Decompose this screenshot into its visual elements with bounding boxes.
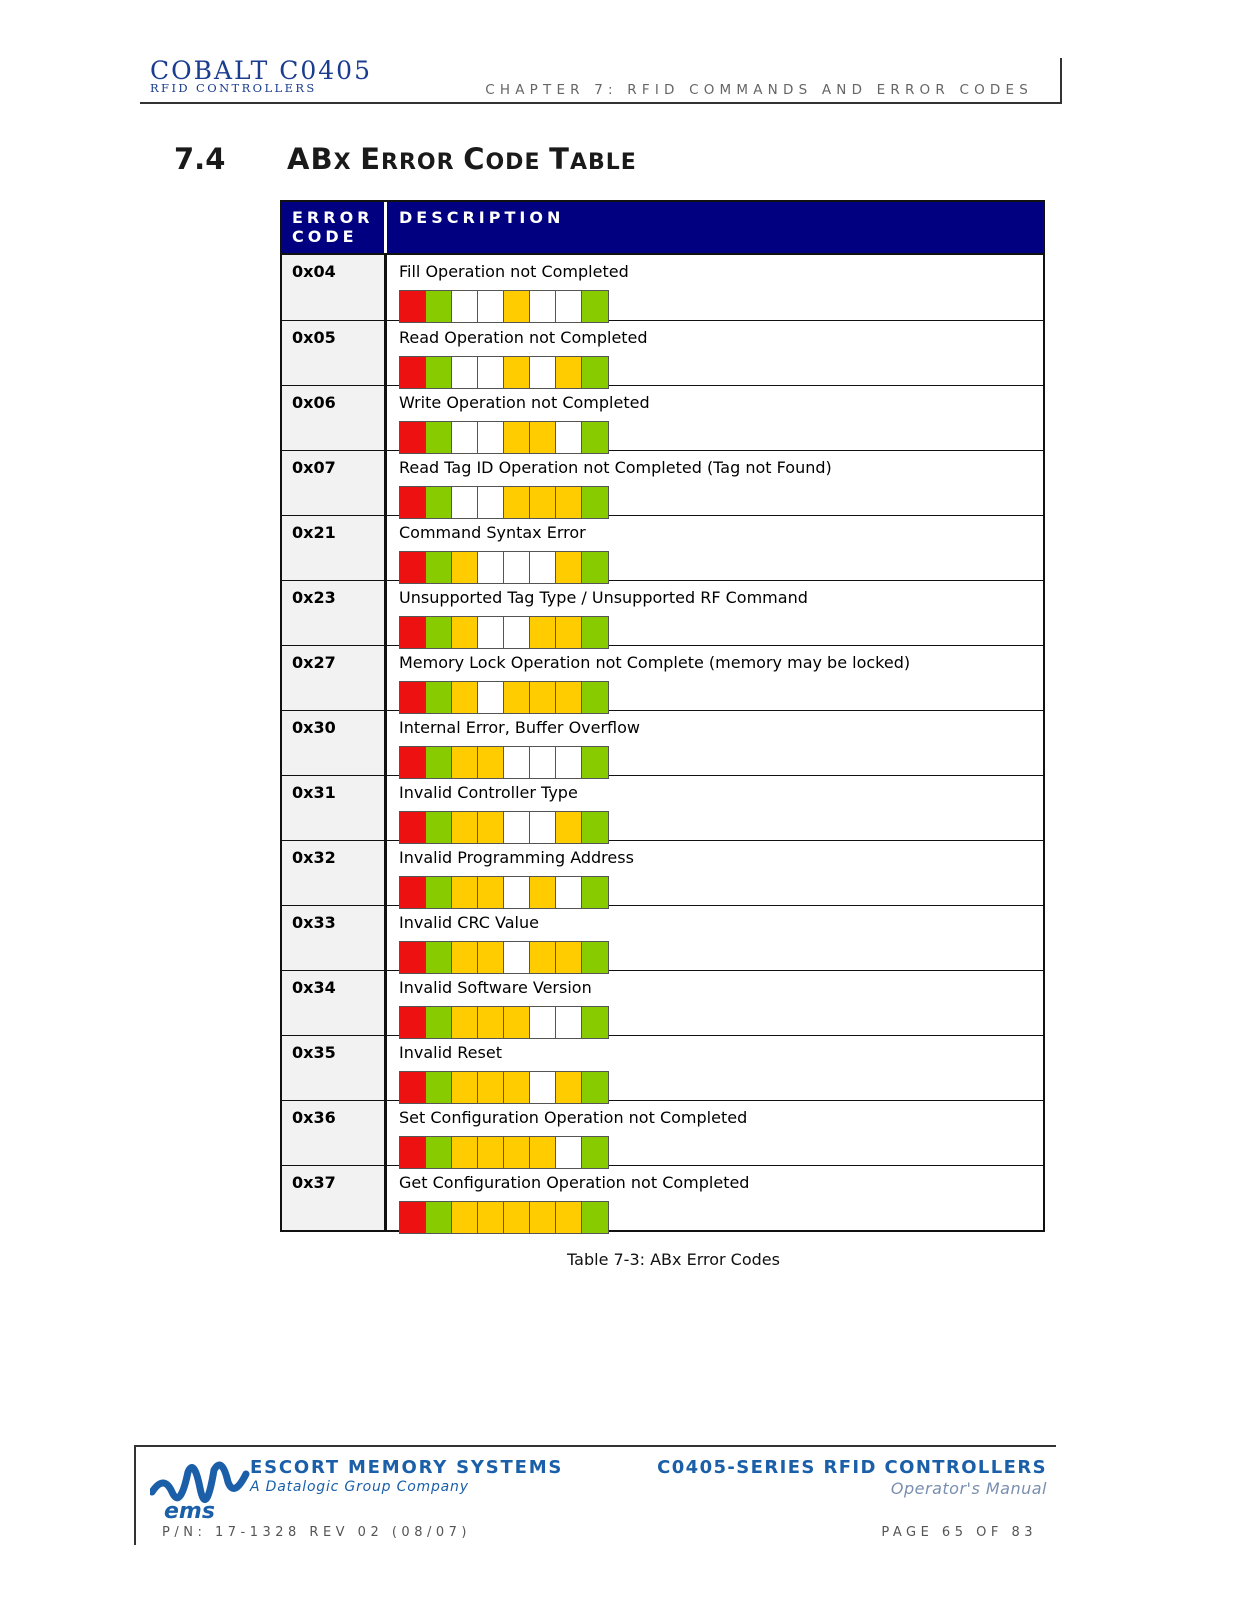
chapter-title: CHAPTER 7: RFID COMMANDS AND ERROR CODES (485, 82, 1033, 98)
led-pattern (399, 941, 609, 974)
led-indicator (556, 747, 582, 778)
led-indicator (530, 552, 556, 583)
led-pattern (399, 811, 609, 844)
led-indicator (452, 552, 478, 583)
led-indicator (504, 877, 530, 908)
led-indicator (452, 877, 478, 908)
led-indicator (426, 1072, 452, 1103)
led-pattern (399, 616, 609, 649)
error-code-cell: 0x04 (282, 255, 387, 320)
description-text: Invalid Software Version (399, 978, 592, 997)
led-indicator (478, 1072, 504, 1103)
led-indicator (478, 617, 504, 648)
table-caption: Table 7-3: ABx Error Codes (567, 1250, 780, 1269)
title-part: C (463, 142, 486, 176)
title-part: RROR (381, 150, 464, 175)
description-text: Set Configuration Operation not Completed (399, 1108, 748, 1127)
description-cell (387, 516, 1043, 580)
led-indicator (530, 1202, 556, 1233)
led-indicator (478, 1007, 504, 1038)
ems-logo (150, 1452, 250, 1522)
led-indicator (582, 942, 608, 973)
led-indicator (504, 487, 530, 518)
description-text: Unsupported Tag Type / Unsupported RF Command (399, 588, 808, 607)
led-indicator (400, 942, 426, 973)
table-row (282, 775, 1043, 840)
table-row (282, 385, 1043, 450)
led-indicator (426, 422, 452, 453)
led-indicator (530, 422, 556, 453)
led-indicator (400, 812, 426, 843)
table-header (282, 202, 1043, 255)
table-row (282, 1035, 1043, 1100)
led-indicator (530, 942, 556, 973)
led-indicator (530, 747, 556, 778)
title-part: X (333, 150, 361, 175)
header-rule (140, 102, 1062, 104)
led-indicator (478, 812, 504, 843)
led-indicator (452, 1007, 478, 1038)
footer-vertical-rule (134, 1445, 136, 1545)
error-code-cell: 0x07 (282, 451, 387, 515)
led-indicator (556, 422, 582, 453)
led-indicator (400, 1007, 426, 1038)
led-indicator (582, 1072, 608, 1103)
led-indicator (504, 1202, 530, 1233)
led-pattern (399, 1071, 609, 1104)
led-indicator (426, 617, 452, 648)
title-part: ODE (485, 150, 550, 175)
title-part: T (549, 142, 570, 176)
table-row (282, 710, 1043, 775)
led-indicator (452, 682, 478, 713)
led-indicator (426, 357, 452, 388)
led-indicator (426, 1202, 452, 1233)
led-indicator (530, 682, 556, 713)
led-indicator (478, 877, 504, 908)
led-indicator (504, 617, 530, 648)
led-indicator (556, 552, 582, 583)
led-indicator (556, 877, 582, 908)
led-indicator (530, 617, 556, 648)
led-indicator (530, 291, 556, 322)
description-cell (387, 646, 1043, 710)
led-indicator (504, 552, 530, 583)
led-indicator (582, 877, 608, 908)
led-indicator (530, 1072, 556, 1103)
led-indicator (582, 422, 608, 453)
led-indicator (556, 1072, 582, 1103)
footer-page-number: PAGE 65 OF 83 (881, 1525, 1037, 1540)
description-text: Internal Error, Buffer Overflow (399, 718, 641, 737)
led-indicator (478, 422, 504, 453)
led-pattern (399, 486, 609, 519)
description-text: Invalid Reset (399, 1043, 502, 1062)
header-vertical-rule (1060, 58, 1062, 104)
led-indicator (400, 617, 426, 648)
led-pattern (399, 1006, 609, 1039)
table-row (282, 840, 1043, 905)
led-indicator (452, 291, 478, 322)
error-code-cell: 0x23 (282, 581, 387, 645)
led-indicator (426, 1137, 452, 1168)
footer-rule (136, 1445, 1056, 1447)
description-cell (387, 451, 1043, 515)
led-indicator (426, 877, 452, 908)
led-indicator (452, 942, 478, 973)
table-row (282, 905, 1043, 970)
description-text: Write Operation not Completed (399, 393, 650, 412)
table-row (282, 255, 1043, 320)
led-indicator (504, 422, 530, 453)
led-pattern (399, 746, 609, 779)
table-row (282, 320, 1043, 385)
footer-company: ESCORT MEMORY SYSTEMS (250, 1457, 564, 1478)
error-code-table (280, 200, 1045, 1232)
table-row (282, 515, 1043, 580)
led-indicator (400, 1202, 426, 1233)
led-indicator (504, 1007, 530, 1038)
led-indicator (452, 747, 478, 778)
led-indicator (556, 1007, 582, 1038)
description-cell (387, 1036, 1043, 1100)
table-row (282, 1165, 1043, 1230)
led-indicator (452, 422, 478, 453)
led-indicator (452, 812, 478, 843)
led-pattern (399, 421, 609, 454)
led-indicator (556, 812, 582, 843)
led-indicator (582, 1137, 608, 1168)
description-cell (387, 776, 1043, 840)
led-indicator (400, 291, 426, 322)
led-indicator (400, 682, 426, 713)
led-pattern (399, 551, 609, 584)
section-number: 7.4 (174, 142, 226, 176)
led-indicator (582, 1202, 608, 1233)
brand-subtitle: RFID CONTROLLERS (150, 81, 317, 95)
led-indicator (582, 1007, 608, 1038)
description-text: Get Configuration Operation not Completed (399, 1173, 750, 1192)
led-indicator (582, 357, 608, 388)
led-indicator (478, 291, 504, 322)
led-indicator (582, 552, 608, 583)
led-indicator (556, 357, 582, 388)
led-indicator (400, 1137, 426, 1168)
table-row (282, 580, 1043, 645)
description-cell (387, 971, 1043, 1035)
description-cell (387, 321, 1043, 385)
led-indicator (426, 291, 452, 322)
footer-tagline: A Datalogic Group Company (250, 1479, 469, 1495)
header-description: DESCRIPTION (399, 208, 565, 227)
description-cell (387, 581, 1043, 645)
led-indicator (400, 422, 426, 453)
error-code-cell: 0x06 (282, 386, 387, 450)
led-indicator (426, 942, 452, 973)
led-indicator (530, 357, 556, 388)
description-text: Command Syntax Error (399, 523, 586, 542)
led-indicator (478, 682, 504, 713)
led-indicator (530, 1137, 556, 1168)
title-part: ABLE (569, 150, 637, 175)
table-row (282, 645, 1043, 710)
footer-part-number: P/N: 17-1328 REV 02 (08/07) (162, 1525, 471, 1540)
led-indicator (478, 1137, 504, 1168)
led-indicator (400, 357, 426, 388)
section-title (287, 142, 637, 176)
led-indicator (556, 617, 582, 648)
led-indicator (530, 877, 556, 908)
led-indicator (504, 1137, 530, 1168)
description-cell (387, 255, 1043, 320)
description-cell (387, 906, 1043, 970)
brand-name: COBALT C0405 (150, 56, 372, 85)
description-cell (387, 1101, 1043, 1165)
led-indicator (478, 942, 504, 973)
led-indicator (400, 747, 426, 778)
led-indicator (582, 617, 608, 648)
led-indicator (582, 812, 608, 843)
led-indicator (504, 812, 530, 843)
led-indicator (556, 291, 582, 322)
led-indicator (504, 942, 530, 973)
led-indicator (504, 682, 530, 713)
table-row (282, 450, 1043, 515)
led-indicator (426, 812, 452, 843)
led-pattern (399, 290, 609, 323)
error-code-cell: 0x33 (282, 906, 387, 970)
led-pattern (399, 1201, 609, 1234)
error-code-cell: 0x05 (282, 321, 387, 385)
led-indicator (556, 682, 582, 713)
led-indicator (504, 291, 530, 322)
description-text: Read Tag ID Operation not Completed (Tag not Found) (399, 458, 832, 477)
error-code-cell: 0x35 (282, 1036, 387, 1100)
description-text: Read Operation not Completed (399, 328, 648, 347)
led-indicator (582, 487, 608, 518)
ems-logo-text: ems (164, 1499, 215, 1522)
description-text: Invalid Programming Address (399, 848, 634, 867)
led-indicator (400, 552, 426, 583)
led-indicator (530, 812, 556, 843)
description-text: Invalid Controller Type (399, 783, 578, 802)
led-indicator (426, 487, 452, 518)
table-body (282, 255, 1043, 1230)
footer-manual: Operator's Manual (890, 1479, 1047, 1498)
led-indicator (452, 617, 478, 648)
led-indicator (452, 1202, 478, 1233)
led-indicator (504, 357, 530, 388)
description-cell (387, 711, 1043, 775)
error-code-cell: 0x21 (282, 516, 387, 580)
description-cell (387, 386, 1043, 450)
led-indicator (504, 1072, 530, 1103)
led-indicator (452, 1072, 478, 1103)
error-code-cell: 0x30 (282, 711, 387, 775)
led-indicator (452, 357, 478, 388)
led-indicator (478, 747, 504, 778)
led-indicator (452, 487, 478, 518)
led-indicator (426, 1007, 452, 1038)
led-indicator (556, 1202, 582, 1233)
error-code-cell: 0x36 (282, 1101, 387, 1165)
led-indicator (556, 1137, 582, 1168)
led-pattern (399, 356, 609, 389)
description-cell (387, 841, 1043, 905)
led-indicator (556, 487, 582, 518)
led-indicator (452, 1137, 478, 1168)
title-part: AB (287, 142, 334, 176)
title-part: E (360, 142, 381, 176)
error-code-cell: 0x31 (282, 776, 387, 840)
led-indicator (426, 747, 452, 778)
led-indicator (426, 552, 452, 583)
description-text: Memory Lock Operation not Complete (memory may be locked) (399, 653, 911, 672)
cobalt-logo (150, 58, 372, 94)
led-indicator (582, 747, 608, 778)
description-text: Invalid CRC Value (399, 913, 539, 932)
footer-product: C0405-SERIES RFID CONTROLLERS (657, 1457, 1047, 1478)
led-indicator (400, 1072, 426, 1103)
error-code-cell: 0x34 (282, 971, 387, 1035)
led-indicator (582, 291, 608, 322)
led-indicator (504, 747, 530, 778)
led-indicator (400, 487, 426, 518)
led-indicator (556, 942, 582, 973)
table-row (282, 1100, 1043, 1165)
led-indicator (400, 877, 426, 908)
led-indicator (478, 487, 504, 518)
led-indicator (478, 357, 504, 388)
led-indicator (530, 487, 556, 518)
header-error-code: ERROR CODE (282, 202, 387, 253)
table-row (282, 970, 1043, 1035)
led-indicator (582, 682, 608, 713)
led-indicator (478, 1202, 504, 1233)
led-indicator (426, 682, 452, 713)
error-code-cell: 0x27 (282, 646, 387, 710)
description-cell (387, 1166, 1043, 1230)
led-indicator (530, 1007, 556, 1038)
led-pattern (399, 681, 609, 714)
led-pattern (399, 876, 609, 909)
led-pattern (399, 1136, 609, 1169)
led-indicator (478, 552, 504, 583)
error-code-cell: 0x37 (282, 1166, 387, 1230)
error-code-cell: 0x32 (282, 841, 387, 905)
description-text: Fill Operation not Completed (399, 262, 629, 281)
ems-wave-icon (150, 1452, 250, 1522)
